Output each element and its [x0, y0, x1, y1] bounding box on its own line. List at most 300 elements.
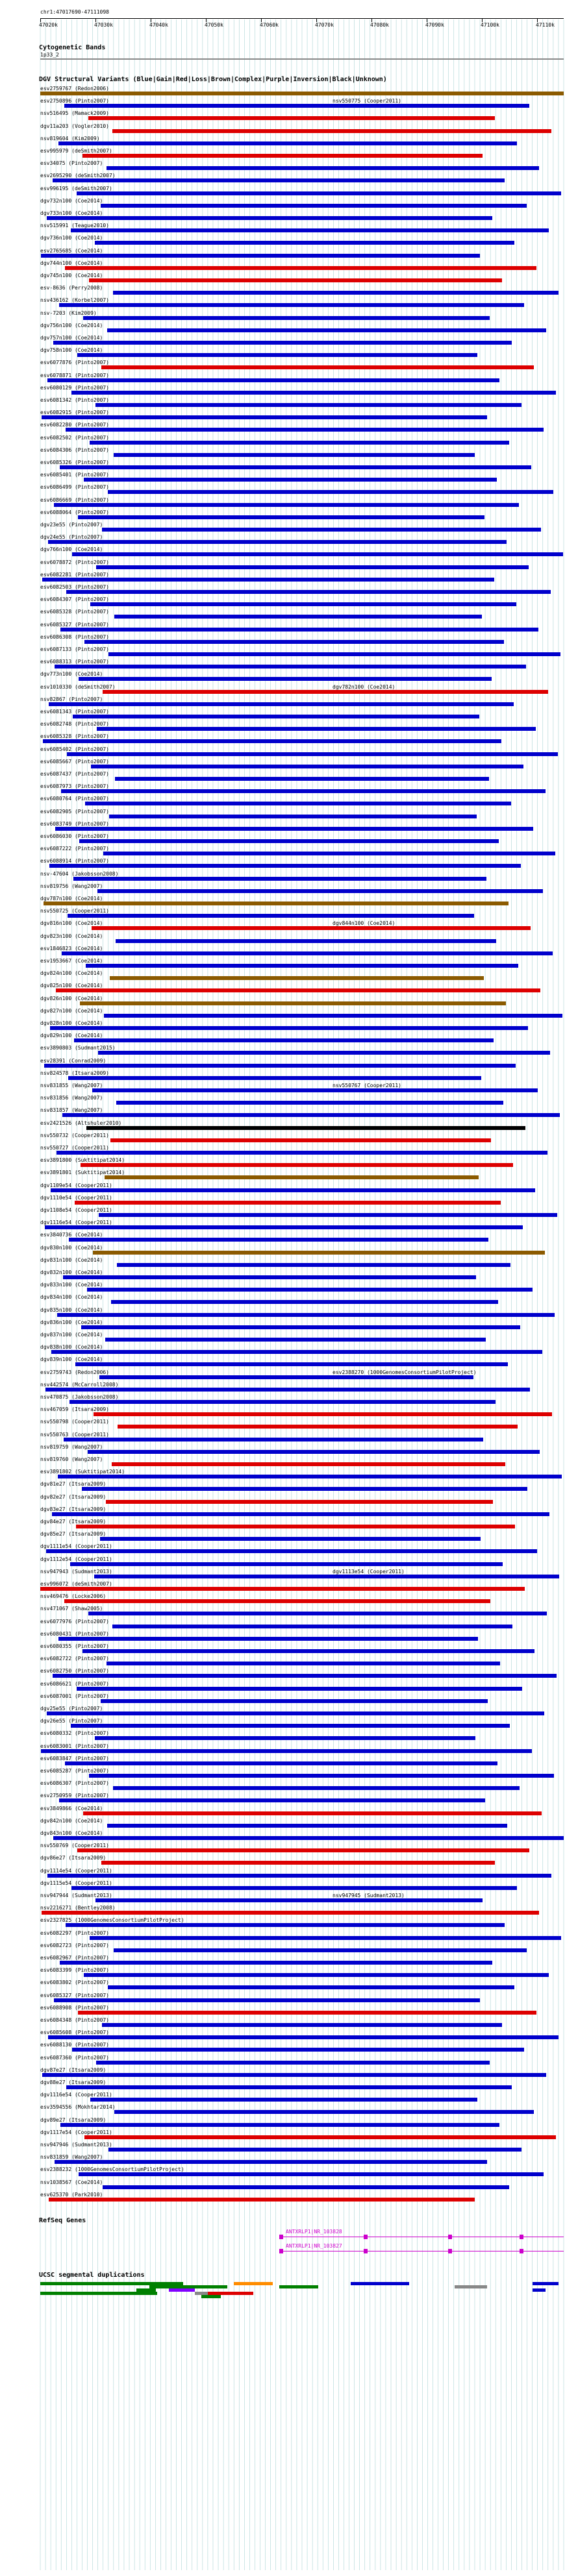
sv-label: dgv87e27 (Itsara2009) [40, 2067, 107, 2073]
sv-label: dgv26e55 (Pinto2007) [40, 1718, 103, 1724]
sv-feature[interactable] [53, 178, 505, 182]
sv-feature[interactable] [95, 241, 514, 245]
sv-feature[interactable] [68, 914, 474, 918]
sv-feature[interactable] [79, 839, 499, 843]
sv-feature[interactable] [79, 677, 492, 681]
sv-feature[interactable] [105, 1175, 479, 1179]
sv-label: nsv-47604 (Jakobsson2008) [40, 870, 119, 877]
sv-feature[interactable] [72, 552, 563, 556]
sv-label: nsv550769 (Cooper2011) [40, 1843, 109, 1849]
sv-feature[interactable] [47, 216, 492, 220]
sv-feature[interactable] [108, 490, 553, 494]
sv-label: esv6088064 (Pinto2007) [40, 509, 109, 515]
sv-label: dgv11a203 (Vogler2010) [40, 123, 109, 129]
sv-feature[interactable] [44, 1064, 516, 1068]
gene-label: ANTXRLP1|NR_103827 [286, 2243, 342, 2249]
segdup-feature[interactable] [533, 2288, 546, 2292]
sv-feature[interactable] [64, 1599, 490, 1603]
sv-label-secondary: nsv550775 (Cooper2011) [333, 98, 401, 104]
sv-feature[interactable] [49, 864, 521, 868]
sv-feature[interactable] [84, 640, 504, 644]
sv-label-secondary: nsv550767 (Cooper2011) [333, 1083, 401, 1088]
sv-label: dgv88e27 (Itsara2009) [40, 2079, 107, 2085]
sv-feature[interactable] [53, 341, 512, 345]
sv-feature[interactable] [69, 1400, 496, 1404]
sv-feature[interactable] [81, 1163, 513, 1167]
sv-feature[interactable] [78, 2011, 536, 2015]
sv-feature[interactable] [108, 2148, 521, 2152]
sv-label: dgv23e55 (Pinto2007) [40, 522, 103, 528]
sv-label: esv6084348 (Pinto2007) [40, 2017, 109, 2023]
sv-label: esv625370 (Park2010) [40, 2191, 103, 2198]
sv-label: dgv1115e54 (Cooper2011) [40, 1880, 112, 1886]
sv-label: esv2327825 (1000GenomesConsortiumPilotProject) [40, 1917, 184, 1924]
sv-label: dgv733n100 (Coe2014) [40, 210, 103, 216]
gene-exon[interactable] [364, 2235, 368, 2239]
sv-feature[interactable] [58, 141, 517, 145]
sv-feature[interactable] [107, 1824, 507, 1828]
sv-feature[interactable] [101, 1699, 488, 1703]
sv-feature[interactable] [54, 503, 519, 507]
sv-label: nsv515991 (Teague2010) [40, 223, 109, 229]
sv-feature[interactable] [73, 715, 479, 718]
sv-label: esv6088130 (Pinto2007) [40, 2042, 109, 2048]
sv-feature[interactable] [91, 765, 523, 768]
sv-feature[interactable] [97, 889, 543, 893]
sv-feature[interactable] [88, 1612, 547, 1615]
sv-feature[interactable] [103, 690, 548, 694]
sv-feature[interactable] [40, 92, 564, 95]
sv-feature[interactable] [103, 2185, 509, 2189]
sv-feature[interactable] [88, 1450, 540, 1454]
sv-feature[interactable] [42, 415, 487, 419]
sv-feature[interactable] [102, 528, 541, 532]
sv-feature[interactable] [95, 403, 521, 407]
sv-feature[interactable] [66, 1923, 505, 1927]
sv-label: nsv819756 (Wang2007) [40, 883, 103, 889]
sv-label: dgv824n100 (Coe2014) [40, 970, 103, 977]
sv-feature[interactable] [94, 1575, 559, 1578]
sv-feature[interactable] [41, 1749, 532, 1753]
sv-label: esv2759743 (Redon2006) [40, 1369, 109, 1375]
sv-label: nsv550725 (Cooper2011) [40, 908, 109, 914]
sv-feature[interactable] [75, 1362, 508, 1366]
sv-label: esv6083802 (Pinto2007) [40, 1980, 109, 1986]
sv-label-secondary: dgv782n100 (Coe2014) [333, 683, 396, 690]
sv-feature[interactable] [77, 191, 561, 195]
sv-label: nsv2216271 (Bentley2008) [40, 1905, 116, 1911]
sv-feature[interactable] [92, 926, 531, 930]
sv-feature[interactable] [93, 1251, 545, 1255]
sv-feature[interactable] [106, 1500, 493, 1504]
sv-feature[interactable] [114, 2110, 534, 2114]
sv-feature[interactable] [62, 1113, 560, 1117]
sv-feature[interactable] [55, 2160, 487, 2164]
sv-feature[interactable] [77, 1687, 522, 1691]
sv-label: esv6082297 (Pinto2007) [40, 1930, 109, 1936]
sv-label: esv6083001 (Pinto2007) [40, 1743, 109, 1749]
sv-label: esv996072 (deSmith2007) [40, 1581, 112, 1587]
sv-label: esv3849866 (Coe2014) [40, 1805, 103, 1811]
sv-feature[interactable] [108, 1985, 514, 1989]
sv-label-secondary: dgv1113e54 (Cooper2011) [333, 1568, 405, 1575]
sv-feature[interactable] [50, 1026, 528, 1030]
sv-label: esv6078872 (Pinto2007) [40, 559, 109, 565]
sv-feature[interactable] [42, 578, 494, 582]
sv-feature[interactable] [73, 877, 486, 881]
sv-label: dgv838n100 (Coe2014) [40, 1344, 103, 1351]
sv-feature[interactable] [71, 228, 549, 232]
sv-label: esv6084306 (Pinto2007) [40, 447, 109, 453]
sv-feature[interactable] [58, 1637, 478, 1641]
sv-label: nsv469476 (Locke2006) [40, 1593, 107, 1600]
sv-feature[interactable] [113, 1786, 520, 1790]
sv-feature[interactable] [97, 727, 536, 731]
sv-label: esv6082748 (Pinto2007) [40, 721, 109, 728]
sv-feature[interactable] [63, 1275, 476, 1279]
sv-label: dgv835n100 (Coe2014) [40, 1306, 103, 1313]
sv-feature[interactable] [59, 1798, 485, 1802]
sv-feature[interactable] [71, 391, 556, 395]
sv-feature[interactable] [101, 204, 527, 208]
sv-label: dgv834n100 (Coe2014) [40, 1294, 103, 1301]
sv-feature[interactable] [53, 1836, 564, 1840]
sv-label: esv28391 (Conrad2009) [40, 1057, 107, 1064]
sv-feature[interactable] [43, 739, 501, 743]
segdup-feature[interactable] [169, 2288, 195, 2292]
sv-feature[interactable] [61, 789, 546, 793]
ruler-tick [40, 18, 41, 22]
sv-feature[interactable] [99, 1375, 473, 1379]
sv-label: esv6078871 (Pinto2007) [40, 372, 109, 378]
sv-label: nsv831859 (Wang2007) [40, 2154, 103, 2161]
sv-feature[interactable] [82, 154, 483, 158]
sv-label: dgv827n100 (Coe2014) [40, 1007, 103, 1014]
sv-label: dgv744n100 (Coe2014) [40, 260, 103, 266]
sv-feature[interactable] [48, 540, 507, 544]
sv-feature[interactable] [84, 478, 497, 482]
ruler-tick-label: 47050k [205, 22, 223, 28]
sv-label: esv995979 (deSmith2007) [40, 148, 112, 154]
sv-label: esv1953667 (Coe2014) [40, 958, 103, 964]
sv-feature[interactable] [49, 2198, 475, 2202]
sv-feature[interactable] [46, 1549, 537, 1553]
sv-feature[interactable] [81, 1325, 520, 1329]
sv-feature[interactable] [84, 1973, 549, 1977]
sv-label: dgv826n100 (Coe2014) [40, 995, 103, 1001]
sv-label: dgv828n100 (Coe2014) [40, 1020, 103, 1026]
segdup-feature[interactable] [40, 2292, 131, 2295]
gene-exon[interactable] [448, 2235, 452, 2239]
dgv-title: DGV Structural Variants (Blue|Gain|Red|Loss|Brown|Complex|Purple|Inversion|Black|Unknown) [39, 76, 387, 83]
sv-label: esv6082915 (Pinto2007) [40, 410, 109, 416]
sv-feature[interactable] [96, 2061, 490, 2065]
sv-feature[interactable] [75, 1201, 501, 1205]
sv-label: nsv831855 (Wang2007) [40, 1083, 103, 1088]
sv-label: esv6083847 (Pinto2007) [40, 1755, 109, 1761]
sv-feature[interactable] [59, 303, 524, 307]
sv-feature[interactable] [66, 2085, 512, 2089]
sv-feature[interactable] [82, 1487, 527, 1491]
gene-exon[interactable] [448, 2249, 452, 2253]
sv-feature[interactable] [115, 777, 489, 781]
sv-label: nsv824578 (Itsara2009) [40, 1070, 109, 1076]
ruler-tick-label: 47040k [149, 22, 168, 28]
sv-feature[interactable] [65, 266, 536, 270]
ruler-tick-label: 47100k [481, 22, 499, 28]
sv-label: esv6083399 (Pinto2007) [40, 1967, 109, 1974]
sv-feature[interactable] [67, 752, 558, 756]
sv-label: nsv82867 (Pinto2007) [40, 696, 103, 702]
sv-feature[interactable] [52, 1512, 549, 1516]
sv-label: nsv947944 (Sudmant2013) [40, 1893, 112, 1898]
sv-label: dgv86e27 (Itsara2009) [40, 1855, 107, 1861]
sv-feature[interactable] [107, 166, 539, 170]
sv-label: esv2759767 (Redon2006) [40, 86, 109, 92]
sv-label: nsv550798 (Cooper2011) [40, 1419, 109, 1425]
sv-label: dgv832n100 (Coe2014) [40, 1270, 103, 1275]
cyto-title: Cytogenetic Bands [39, 44, 106, 51]
ruler-tick [316, 18, 317, 22]
sv-feature[interactable] [57, 1313, 555, 1317]
sv-feature[interactable] [102, 2023, 502, 2027]
sv-feature[interactable] [110, 1138, 491, 1142]
sv-feature[interactable] [58, 1475, 562, 1478]
sv-label: dgv1112e54 (Cooper2011) [40, 1556, 112, 1562]
sv-feature[interactable] [76, 1525, 515, 1528]
sv-feature[interactable] [66, 428, 544, 432]
cyto-band-label: 1p33_2 [40, 52, 59, 58]
sv-feature[interactable] [84, 2135, 556, 2139]
sv-feature[interactable] [116, 1101, 503, 1105]
sv-label: esv6082905 (Pinto2007) [40, 808, 109, 815]
sv-label: esv6088908 (Pinto2007) [40, 2004, 109, 2011]
sv-feature[interactable] [88, 116, 495, 120]
sv-label: dgv81e27 (Itsara2009) [40, 1481, 107, 1488]
sv-label: dgv823n100 (Coe2014) [40, 933, 103, 939]
sv-label: esv996195 (deSmith2007) [40, 185, 112, 191]
sv-feature[interactable] [85, 802, 511, 805]
gene-exon[interactable] [520, 2235, 523, 2239]
sv-label: esv3891800 (Suktitipat2014) [40, 1157, 125, 1164]
sv-feature[interactable] [82, 1649, 534, 1653]
sv-feature[interactable] [72, 2048, 524, 2052]
sv-feature[interactable] [66, 590, 551, 594]
sv-feature[interactable] [105, 1338, 486, 1342]
sv-feature[interactable] [90, 602, 516, 606]
sv-feature[interactable] [42, 1911, 539, 1915]
sv-label: esv6087222 (Pinto2007) [40, 846, 109, 852]
sv-feature[interactable] [90, 2098, 477, 2102]
sv-feature[interactable] [100, 1537, 481, 1541]
sv-feature[interactable] [95, 1898, 483, 1902]
sv-feature[interactable] [64, 104, 529, 108]
sv-label: nsv436162 (Korbel2007) [40, 297, 109, 304]
sv-feature[interactable] [44, 902, 509, 905]
sv-feature[interactable] [49, 702, 514, 706]
sv-feature[interactable] [60, 1961, 492, 1965]
sv-label: dgv843n100 (Coe2014) [40, 1830, 103, 1836]
sv-feature[interactable] [87, 1288, 533, 1292]
sv-feature[interactable] [114, 1948, 527, 1952]
sv-feature[interactable] [54, 1998, 480, 2002]
sv-feature[interactable] [60, 465, 531, 469]
ruler-tick [371, 18, 372, 22]
segdup-feature[interactable] [351, 2282, 409, 2285]
sv-label: esv6081343 (Pinto2007) [40, 709, 109, 715]
sv-label: dgv83e27 (Itsara2009) [40, 1506, 107, 1512]
sv-feature[interactable] [42, 2073, 546, 2077]
sv-label: esv2750959 (Pinto2007) [40, 1793, 109, 1799]
sv-feature[interactable] [89, 1774, 554, 1778]
sv-label: esv6082280 (Pinto2007) [40, 422, 109, 428]
sv-label: esv6082723 (Pinto2007) [40, 1942, 109, 1948]
sv-label: nsv550732 (Cooper2011) [40, 1132, 109, 1138]
segdup-feature[interactable] [136, 2288, 156, 2292]
sv-feature[interactable] [70, 1562, 503, 1566]
sv-feature[interactable] [90, 1936, 561, 1940]
sv-feature[interactable] [48, 2035, 559, 2039]
sv-feature[interactable] [71, 1886, 517, 1890]
sv-feature[interactable] [101, 365, 534, 369]
sv-label: esv6087001 (Pinto2007) [40, 1693, 109, 1699]
sv-feature[interactable] [60, 2123, 499, 2127]
sv-feature[interactable] [111, 1300, 498, 1304]
sv-label: esv6082967 (Pinto2007) [40, 1955, 109, 1961]
sv-feature[interactable] [116, 939, 496, 943]
gene-exon[interactable] [279, 2249, 283, 2253]
sv-feature[interactable] [60, 628, 538, 632]
sv-label: esv3890803 (Sudmant2015) [40, 1045, 116, 1051]
sv-label: esv6085326 (Pinto2007) [40, 460, 109, 465]
sv-feature[interactable] [69, 1238, 488, 1242]
gene-exon[interactable] [364, 2249, 368, 2253]
segdup-feature[interactable] [234, 2282, 273, 2285]
sv-feature[interactable] [96, 565, 529, 569]
sv-label: dgv837n100 (Coe2014) [40, 1332, 103, 1338]
sv-feature[interactable] [94, 1412, 552, 1416]
sv-label: esv6084307 (Pinto2007) [40, 596, 109, 603]
sv-feature[interactable] [104, 1014, 562, 1018]
sv-label: esv6086621 (Pinto2007) [40, 1680, 109, 1687]
sv-feature[interactable] [107, 328, 546, 332]
sv-label: dgv831n100 (Coe2014) [40, 1257, 103, 1263]
ruler-tick [482, 18, 483, 22]
sv-feature[interactable] [55, 665, 526, 669]
sv-feature[interactable] [57, 1151, 547, 1155]
sv-feature[interactable] [99, 1213, 557, 1217]
sv-feature[interactable] [114, 615, 482, 619]
sv-feature[interactable] [80, 1001, 506, 1005]
sv-feature[interactable] [101, 1861, 495, 1865]
sv-label: esv6087360 (Pinto2007) [40, 2054, 109, 2061]
sv-label: esv6087437 (Pinto2007) [40, 771, 109, 777]
sv-feature[interactable] [86, 964, 518, 968]
sv-feature[interactable] [53, 1674, 557, 1678]
sv-label: dgv85e27 (Itsara2009) [40, 1531, 107, 1538]
sv-feature[interactable] [51, 1350, 542, 1354]
sv-label: esv6082722 (Pinto2007) [40, 1656, 109, 1662]
sv-feature[interactable] [78, 515, 484, 519]
sv-feature[interactable] [103, 852, 555, 855]
segdup-feature[interactable] [455, 2285, 487, 2288]
sv-feature[interactable] [47, 1874, 551, 1878]
sv-feature[interactable] [95, 1736, 475, 1740]
sv-feature[interactable] [64, 1438, 483, 1441]
sv-label: nsv947946 (Sudmant2013) [40, 2142, 112, 2148]
sv-feature[interactable] [62, 951, 553, 955]
ruler-tick-label: 47110k [536, 22, 555, 28]
sv-feature[interactable] [89, 278, 502, 282]
sv-feature[interactable] [112, 129, 551, 133]
sv-feature[interactable] [98, 1051, 550, 1055]
ruler-tick-label: 47070k [315, 22, 334, 28]
sv-feature[interactable] [45, 1388, 530, 1392]
sv-feature[interactable] [86, 1126, 525, 1130]
sv-feature[interactable] [56, 988, 540, 992]
sv-feature[interactable] [83, 316, 490, 320]
sv-feature[interactable] [68, 1076, 481, 1080]
sv-label: esv34075 (Pinto2007) [40, 160, 103, 167]
sv-feature[interactable] [83, 1811, 542, 1815]
sv-label-secondary: esv2388270 (1000GenomesConsortiumPilotProject) [333, 1369, 477, 1375]
segdup-feature[interactable] [201, 2295, 221, 2298]
sv-feature[interactable] [110, 976, 484, 980]
gene-exon[interactable] [279, 2235, 283, 2239]
sv-feature[interactable] [109, 815, 477, 818]
sv-feature[interactable] [113, 291, 559, 295]
sv-feature[interactable] [112, 1625, 512, 1628]
sv-label: esv3891802 (Suktitipat2014) [40, 1469, 125, 1475]
sv-label: esv6082503 (Pinto2007) [40, 584, 109, 590]
sv-feature[interactable] [71, 1724, 510, 1728]
sv-feature[interactable] [51, 1188, 535, 1192]
sv-feature[interactable] [77, 1848, 529, 1852]
sv-label: nsv467059 (Itsara2009) [40, 1406, 109, 1413]
sv-feature[interactable] [74, 1038, 494, 1042]
sv-feature[interactable] [108, 652, 560, 656]
sv-label: esv6080431 (Pinto2007) [40, 1630, 109, 1637]
sv-feature[interactable] [41, 254, 480, 258]
sv-feature[interactable] [92, 1088, 538, 1092]
sv-feature[interactable] [107, 1662, 500, 1665]
sv-feature[interactable] [114, 453, 475, 457]
sv-label: nsv831857 (Wang2007) [40, 1107, 103, 1114]
sv-feature[interactable] [55, 827, 533, 831]
sv-feature[interactable] [45, 1225, 523, 1229]
sv-feature[interactable] [90, 441, 509, 445]
sv-feature[interactable] [77, 353, 477, 357]
sv-feature[interactable] [112, 1462, 505, 1466]
sv-label: esv6085667 (Pinto2007) [40, 758, 109, 765]
sv-feature[interactable] [40, 1587, 525, 1591]
sv-feature[interactable] [79, 2172, 544, 2176]
ruler-tick-label: 47060k [260, 22, 279, 28]
cyto-band[interactable] [40, 58, 564, 60]
gene-exon[interactable] [520, 2249, 523, 2253]
segdup-feature[interactable] [533, 2282, 559, 2285]
sv-feature[interactable] [47, 378, 499, 382]
sv-feature[interactable] [47, 1711, 544, 1715]
sv-feature[interactable] [65, 1761, 497, 1765]
sv-label: dgv839n100 (Coe2014) [40, 1356, 103, 1363]
sv-feature[interactable] [117, 1263, 510, 1267]
gene-label: ANTXRLP1|NR_103828 [286, 2229, 342, 2235]
segdup-feature[interactable] [279, 2285, 318, 2288]
sv-label: dgv89e27 (Itsara2009) [40, 2116, 107, 2123]
sv-feature[interactable] [118, 1425, 518, 1429]
sv-label: esv6083749 (Pinto2007) [40, 820, 109, 827]
